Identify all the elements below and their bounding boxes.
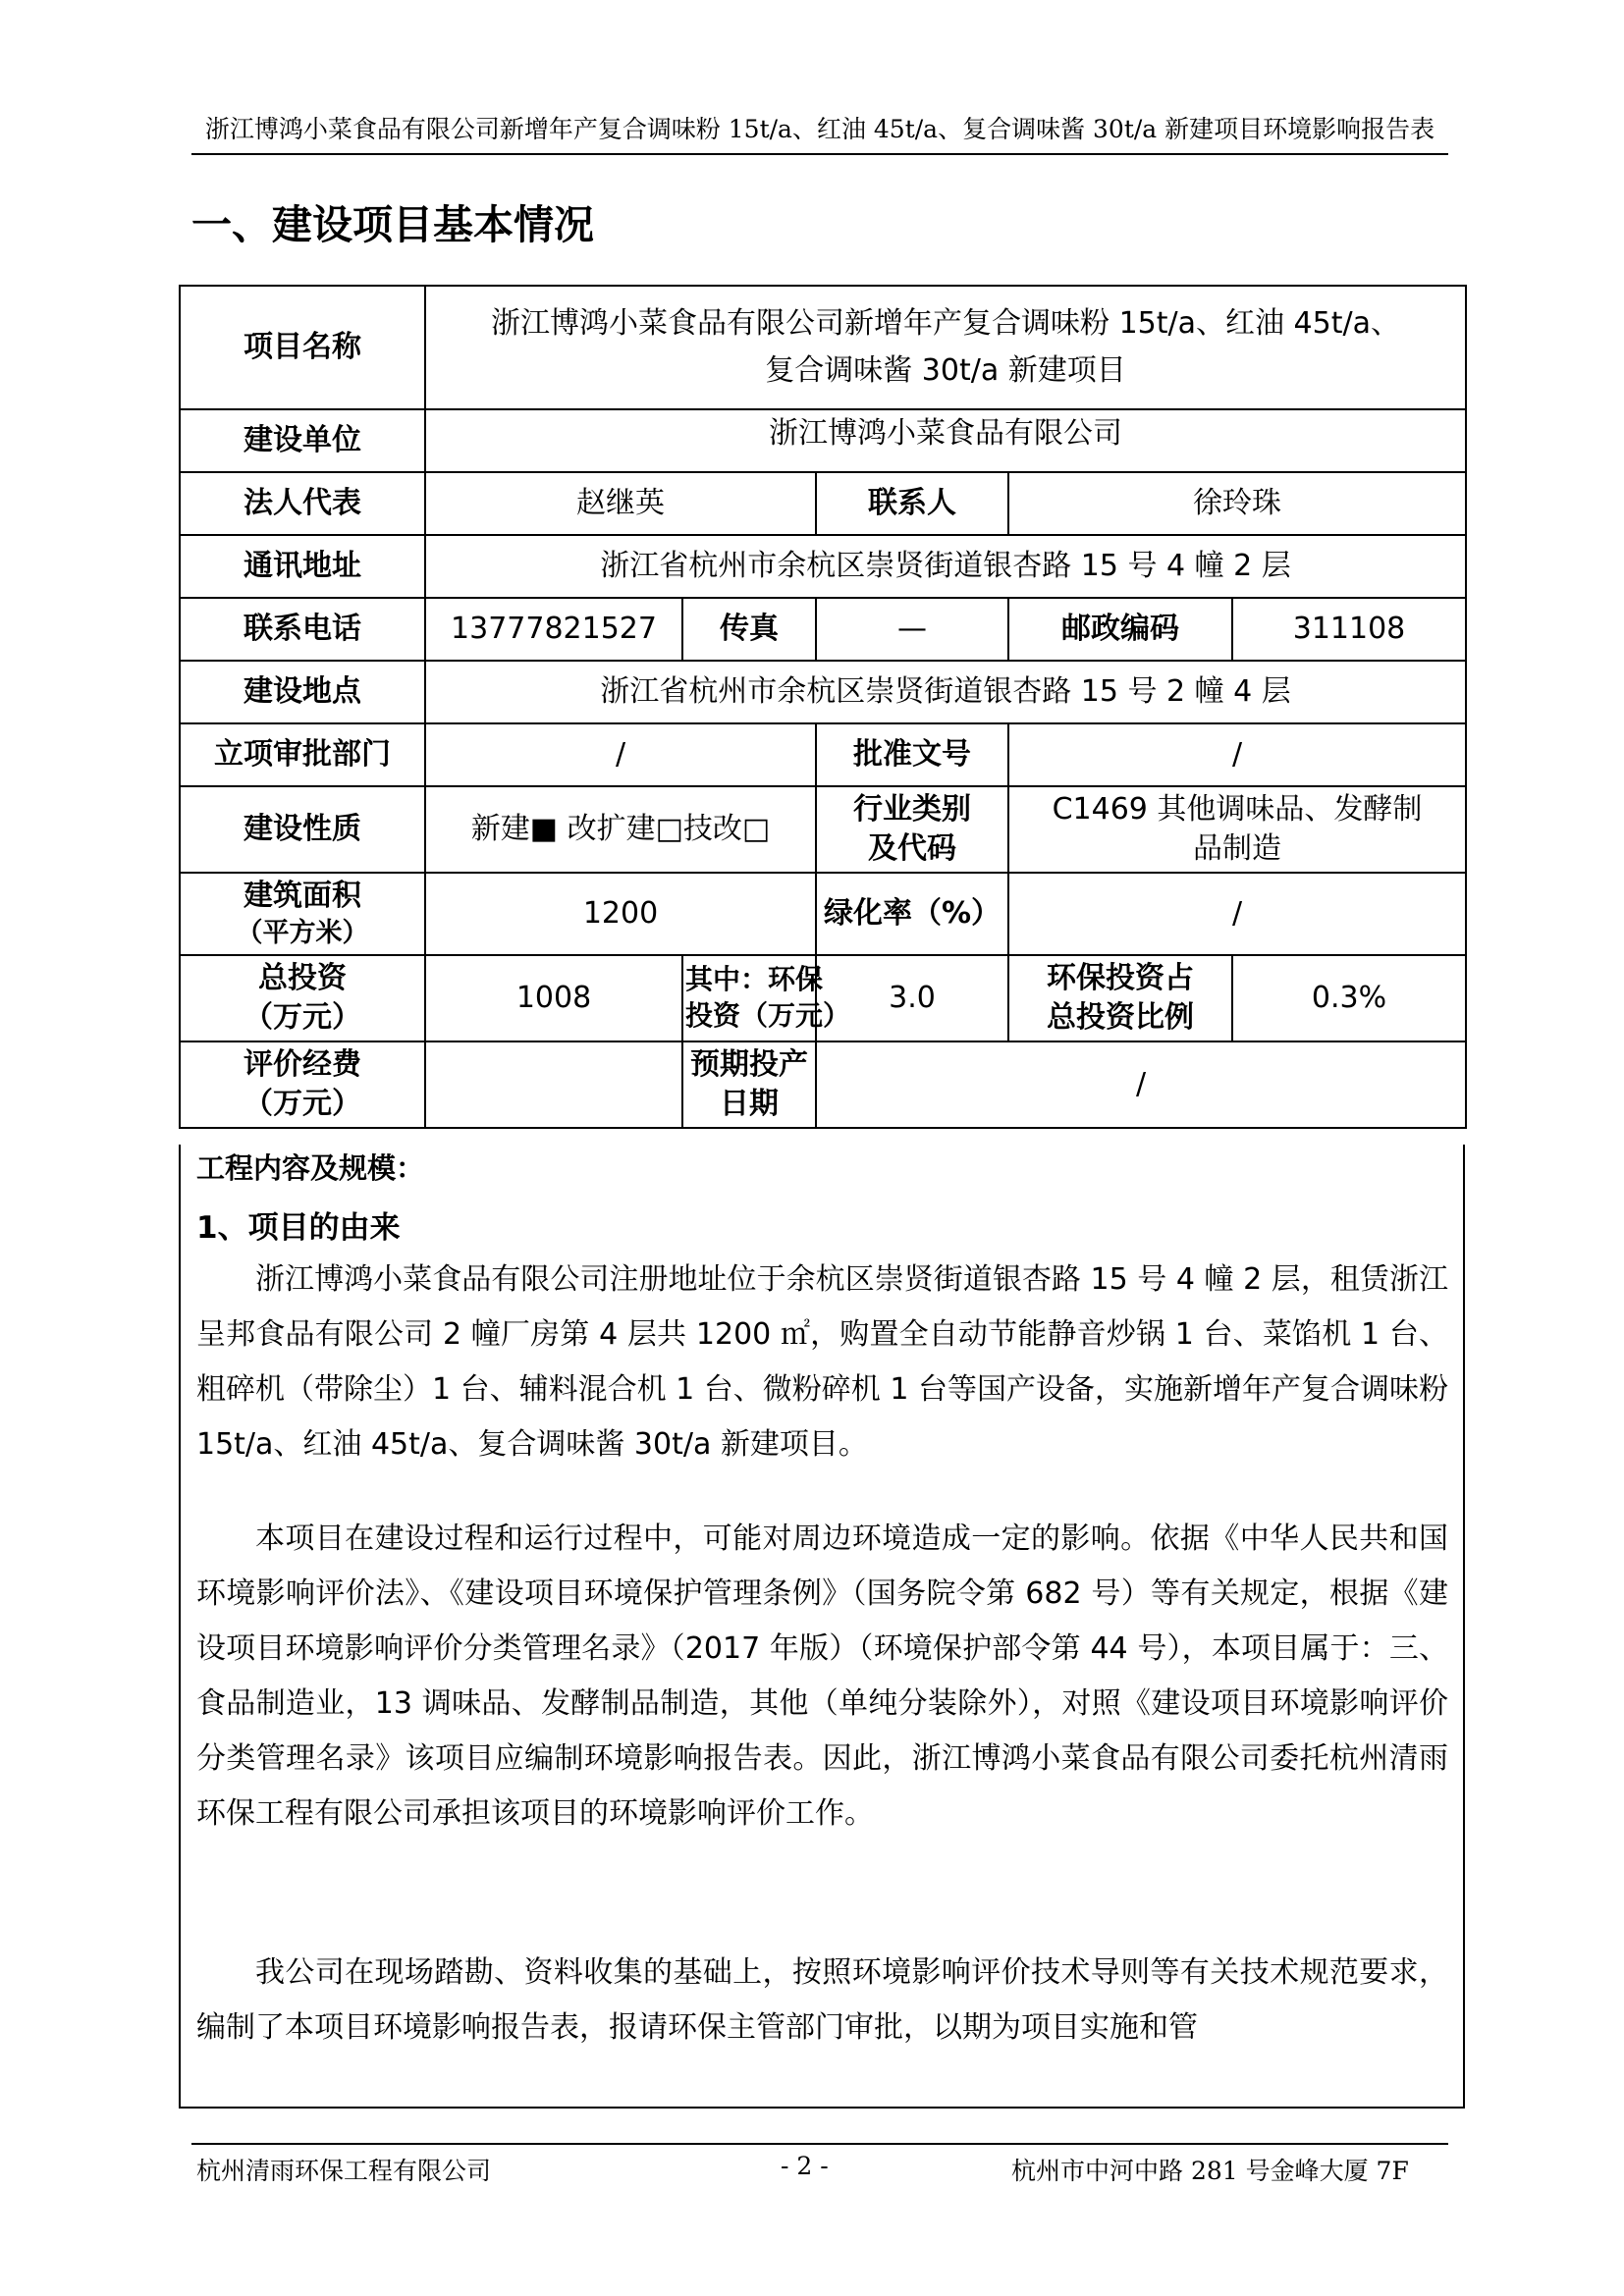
footer-address: 杭州市中河中路 281 号金峰大厦 7F xyxy=(1011,2157,1409,2185)
table-row xyxy=(180,472,1466,535)
approval-no-value: / xyxy=(1008,723,1466,786)
prod-date-value: / xyxy=(816,1041,1466,1128)
ratio-label-line1: 环保投资占 xyxy=(1047,961,1194,996)
project-name-line1: 浙江博鸿小菜食品有限公司新增年产复合调味粉 15t/a、红油 45t/a、 xyxy=(491,306,1400,341)
ratio-label xyxy=(1008,955,1232,1041)
env-investment-label xyxy=(682,955,851,1041)
sub-heading: 1、项目的由来 xyxy=(196,1210,401,1246)
area-label xyxy=(180,873,425,955)
table-row xyxy=(180,409,1466,472)
env-investment-label-line1: 其中：环保 xyxy=(685,963,824,996)
table-row xyxy=(180,535,1466,598)
fax-value: — xyxy=(816,598,1008,661)
area-label-line1: 建筑面积 xyxy=(244,879,361,914)
site-label: 建设地点 xyxy=(180,661,425,723)
content-heading: 工程内容及规模： xyxy=(196,1151,425,1185)
approval-dept-label: 立项审批部门 xyxy=(180,723,425,786)
industry-label xyxy=(816,786,1008,873)
investment-label xyxy=(180,955,425,1041)
prod-date-label xyxy=(682,1041,816,1128)
eval-fee-value xyxy=(425,1041,682,1128)
address-value: 浙江省杭州市余杭区崇贤街道银杏路 15 号 4 幢 2 层 xyxy=(425,535,1466,598)
table-row xyxy=(180,661,1466,723)
investment-value: 1008 xyxy=(425,955,682,1041)
area-label-line2: （平方米） xyxy=(236,917,369,948)
table-row xyxy=(180,955,1466,1041)
section-title: 一、建设项目基本情况 xyxy=(191,201,594,248)
project-name-cell xyxy=(425,286,1466,409)
fax-label: 传真 xyxy=(682,598,816,661)
ratio-value: 0.3% xyxy=(1232,955,1466,1041)
investment-label-line2: （万元） xyxy=(244,1000,361,1035)
contact-label: 联系人 xyxy=(816,472,1008,535)
postcode-value: 311108 xyxy=(1232,598,1466,661)
table-row xyxy=(180,598,1466,661)
prod-date-label-line1: 预期投产 xyxy=(690,1047,808,1083)
footer-page-number: - 2 - xyxy=(781,2152,829,2180)
phone-label: 联系电话 xyxy=(180,598,425,661)
postcode-label: 邮政编码 xyxy=(1008,598,1232,661)
project-info-table xyxy=(179,285,1467,1129)
table-row xyxy=(180,1041,1466,1128)
table-row xyxy=(180,786,1466,873)
eval-fee-label-line1: 评价经费 xyxy=(244,1047,361,1083)
ratio-label-line2: 总投资比例 xyxy=(1047,1000,1194,1035)
industry-value-line1: C1469 其他调味品、发酵制 xyxy=(1052,792,1423,828)
legal-rep-value: 赵继英 xyxy=(425,472,816,535)
green-label: 绿化率（%） xyxy=(816,873,1008,955)
table-row xyxy=(180,873,1466,955)
paragraph-2: 本项目在建设过程和运行过程中，可能对周边环境造成一定的影响。依据《中华人民共和国环境影响评价法》、《建设项目环境保护管理条例》（国务院令第 682 号）等有关规定，根据《建设项目环境影响评价分类管理名录》（2017 年版）（环境保护部令第 44 号），本项目属于：三、食品制造业，13 调味品、发酵制品制造，其他（单纯分装除外），对照《建设项目环境影响评价分类管理名录》该项目应编制环境影响报告表。因此，浙江博鸿小菜食品有限公司委托杭州清雨环保工程有限公司承担该项目的环境影响评价工作。 xyxy=(196,1522,1448,1831)
phone-value: 13777821527 xyxy=(425,598,682,661)
project-name-line2: 复合调味酱 30t/a 新建项目 xyxy=(765,353,1126,388)
eval-fee-label-line2: （万元） xyxy=(244,1087,361,1121)
prod-date-label-line2: 日期 xyxy=(720,1087,779,1121)
nature-value: 新建■ 改扩建□技改□ xyxy=(425,786,816,873)
industry-label-line1: 行业类别 xyxy=(853,792,971,828)
project-name-label: 项目名称 xyxy=(180,286,425,409)
eval-fee-label xyxy=(180,1041,425,1128)
paragraph-3: 我公司在现场踏勘、资料收集的基础上，按照环境影响评价技术导则等有关技术规范要求，编制了本项目环境影响报告表，报请环保主管部门审批，以期为项目实施和管 xyxy=(196,1955,1448,2045)
investment-label-line1: 总投资 xyxy=(258,961,347,996)
approval-dept-value: / xyxy=(425,723,816,786)
industry-value xyxy=(1008,786,1466,873)
table-row xyxy=(180,723,1466,786)
builder-value: 浙江博鸿小菜食品有限公司 xyxy=(425,409,1466,472)
page-header: 浙江博鸿小菜食品有限公司新增年产复合调味粉 15t/a、红油 45t/a、复合调味酱 30t/a 新建项目环境影响报告表 xyxy=(191,110,1448,155)
footer-company: 杭州清雨环保工程有限公司 xyxy=(196,2157,492,2185)
approval-no-label: 批准文号 xyxy=(816,723,1008,786)
site-value: 浙江省杭州市余杭区崇贤街道银杏路 15 号 2 幢 4 层 xyxy=(425,661,1466,723)
nature-label: 建设性质 xyxy=(180,786,425,873)
industry-value-line2: 品制造 xyxy=(1193,831,1281,866)
industry-label-line2: 及代码 xyxy=(868,831,956,866)
legal-rep-label: 法人代表 xyxy=(180,472,425,535)
env-investment-value: 3.0 xyxy=(816,955,1008,1041)
paragraph-1: 浙江博鸿小菜食品有限公司注册地址位于余杭区崇贤街道银杏路 15 号 4 幢 2 层，租赁浙江呈邦食品有限公司 2 幢厂房第 4 层共 1200 ㎡，购置全自动节能静音炒锅 1 台、菜馅机 1 台、粗碎机（带除尘）1 台、辅料混合机 1 台、微粉碎机 1 台等国产设备，实施新增年产复合调味粉 15t/a、红油 45t/a、复合调味酱 30t/a 新建项目。 xyxy=(196,1262,1448,1462)
builder-label: 建设单位 xyxy=(180,409,425,472)
contact-value: 徐玲珠 xyxy=(1008,472,1466,535)
address-label: 通讯地址 xyxy=(180,535,425,598)
green-value: / xyxy=(1008,873,1466,955)
table-row xyxy=(180,286,1466,409)
area-value: 1200 xyxy=(425,873,816,955)
env-investment-label-line2: 投资（万元） xyxy=(685,999,851,1032)
footer-divider xyxy=(191,2143,1448,2145)
